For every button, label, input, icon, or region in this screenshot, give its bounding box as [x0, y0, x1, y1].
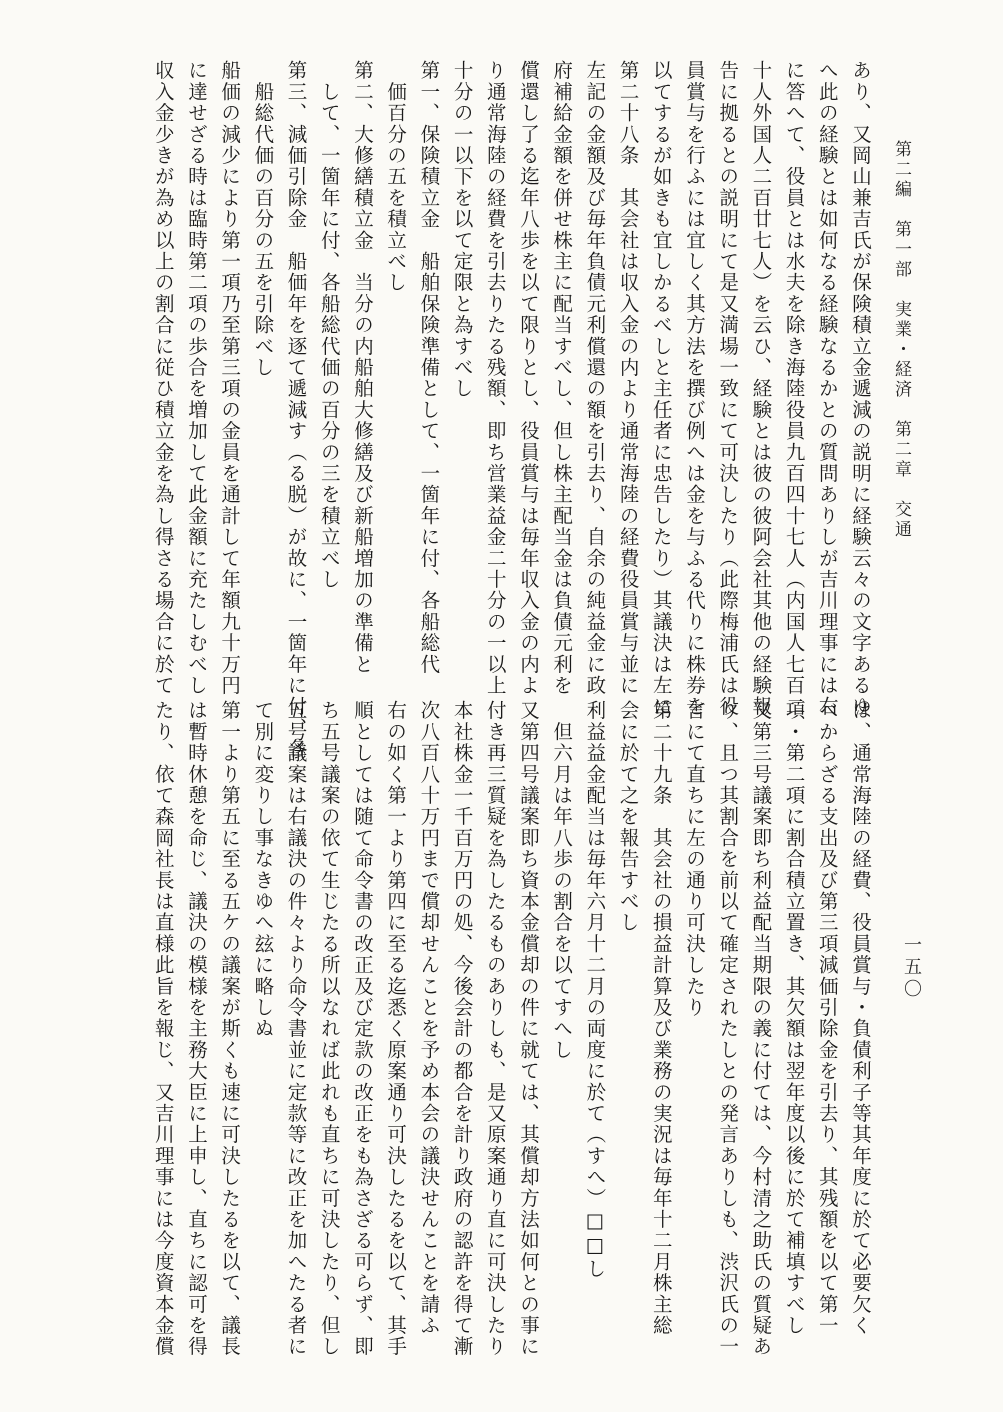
text-line: 第一より第五に至る五ケの議案が斯くも速に可決したるを以て、議長 — [218, 700, 242, 1358]
text-line: 五号議案は右議決の件々より命令書並に定款等に改正を加へたる者に — [284, 700, 308, 1358]
text-line: 左記の金額及び毎年負債元利償還の額を引去り、自余の純益金に政 — [583, 60, 607, 696]
text-line: 員賞与を行ふには宜しく其方法を撰び例へは金を与ふる代りに株券を — [682, 60, 706, 718]
text-line: ち五号議案の依て生じたる所以なれば此れも直ちに可決したり、但し — [317, 700, 341, 1358]
text-line: 第三、減価引除金 船価年を逐て遞減す（る脱）が故に、一箇年に付、各 — [284, 60, 308, 760]
text-line: 船価の減少により第一項乃至第三項の金員を通計して年額九十万円 — [218, 60, 242, 696]
text-line: たり、依て森岡社長は直様此旨を報じ、又吉川理事には今度資本金償 — [151, 700, 175, 1358]
text-line: 船総代価の百分の五を引除べし — [251, 60, 275, 378]
text-line: に答へて、役員とは水夫を除き海陸役員九百四十七人（内国人七百二 — [782, 60, 806, 718]
text-line: に達せざる時は臨時第二項の歩合を増加して此金額に充たしむべし — [184, 60, 208, 696]
text-line: は暫時休憩を命じ、議決の模様を主務大臣に上申し、直ちに認可を得 — [184, 700, 208, 1358]
text-line: 十分の一以下を以て定限と為すべし — [450, 60, 474, 400]
text-line: て別に変りし事なきゆへ玆に略しぬ — [251, 700, 275, 1040]
running-header: 第二編 第一部 実業・経済 第二章 交通 — [891, 140, 911, 540]
text-line: 収入金少きが為め以上の割合に従ひ積立金を為し得さる場合に於て — [151, 60, 175, 697]
text-line: り通常海陸の経費を引去りたる残額、即ち営業益金二十分の一以上 — [483, 60, 507, 696]
text-line: は、通常海陸の経費、役員賞与・負債利子等其年度に於て必要欠く — [849, 700, 872, 1336]
text-line: 第二、大修繕積立金 当分の内船舶大修繕及び新船増加の準備と — [350, 60, 374, 675]
text-line: 又第三号議案即ち利益配当期限の義に付ては、今村清之助氏の質疑あ — [749, 700, 773, 1358]
upper-text-block — [147, 60, 877, 760]
text-line: 本社株金一千百万円の処、今後会計の都合を計り政府の認許を得て漸 — [450, 700, 474, 1358]
text-line: 付き再三質疑を為したるものありしも、是又原案通り直に可決したり — [483, 700, 507, 1358]
text-line: 利益益金配当は毎年六月十二月の両度に於て（すへ）□□し — [583, 700, 607, 1280]
text-line: 十人外国人二百廿七人）を云ひ、経験とは彼の彼阿会社其他の経験報 — [749, 60, 773, 718]
text-line: 次八百八十万円まで償却せんことを予め本会の議決せんことを請ふ — [417, 700, 441, 1336]
text-line: あり、又岡山兼吉氏が保険積立金遞減の説明に経験云々の文字あるゆ — [849, 60, 872, 718]
text-line: 但六月は年八歩の割合を以てすへし — [550, 700, 574, 1061]
text-line: へ此の経験とは如何なる経験なるかとの質問ありしが吉川理事には右 — [815, 60, 839, 718]
text-line: 第二十九条 其会社の損益計算及び業務の実況は毎年十二月株主総 — [649, 700, 673, 1336]
text-line: べからざる支出及び第三項減価引除金を引去り、其残額を以て第一 — [815, 700, 839, 1336]
text-line: 言にて直ちに左の通り可決したり — [682, 700, 706, 1018]
text-line: 会に於て之を報告すべし — [616, 700, 640, 934]
text-line: 告に拠るとの説明にて是又満場一致にて可決したり（此際梅浦氏は役 — [716, 60, 740, 718]
text-line: 償還し了る迄年八歩を以て限りとし、役員賞与は毎年収入金の内よ — [516, 60, 540, 696]
text-line: 価百分の五を積立べし — [384, 60, 408, 294]
text-line: り、且つ其割合を前以て確定されたしとの発言ありしも、渋沢氏の一 — [716, 700, 740, 1358]
text-line: 第二十八条 其会社は収入金の内より通常海陸の経費役員賞与並に — [616, 60, 640, 696]
text-line: 項・第二項に割合積立置き、其欠額は翌年度以後に於て補填すべし — [782, 700, 806, 1336]
text-line: 又第四号議案即ち資本金償却の件に就ては、其償却方法如何との事に — [516, 700, 540, 1358]
page-number: 一五〇 — [901, 935, 922, 1001]
text-line: 右の如く第一より第四に至る迄悉く原案通り可決したるを以て、其手 — [384, 700, 408, 1358]
text-line: 順としては随て命令書の改正及び定款の改正をも為さざる可らず、即 — [350, 700, 374, 1358]
text-line: 第一、保険積立金 船舶保険準備として、一箇年に付、各船総代 — [417, 60, 441, 675]
text-line: して、一箇年に付、各船総代価の百分の三を積立べし — [317, 60, 341, 590]
text-line: 以てするが如きも宜しかるべしと主任者に忠告したり）其議決は左に — [649, 60, 673, 718]
lower-text-block — [147, 700, 877, 1358]
text-line: 府補給金額を併せ株主に配当すべし、但し株主配当金は負債元利を — [550, 60, 574, 696]
